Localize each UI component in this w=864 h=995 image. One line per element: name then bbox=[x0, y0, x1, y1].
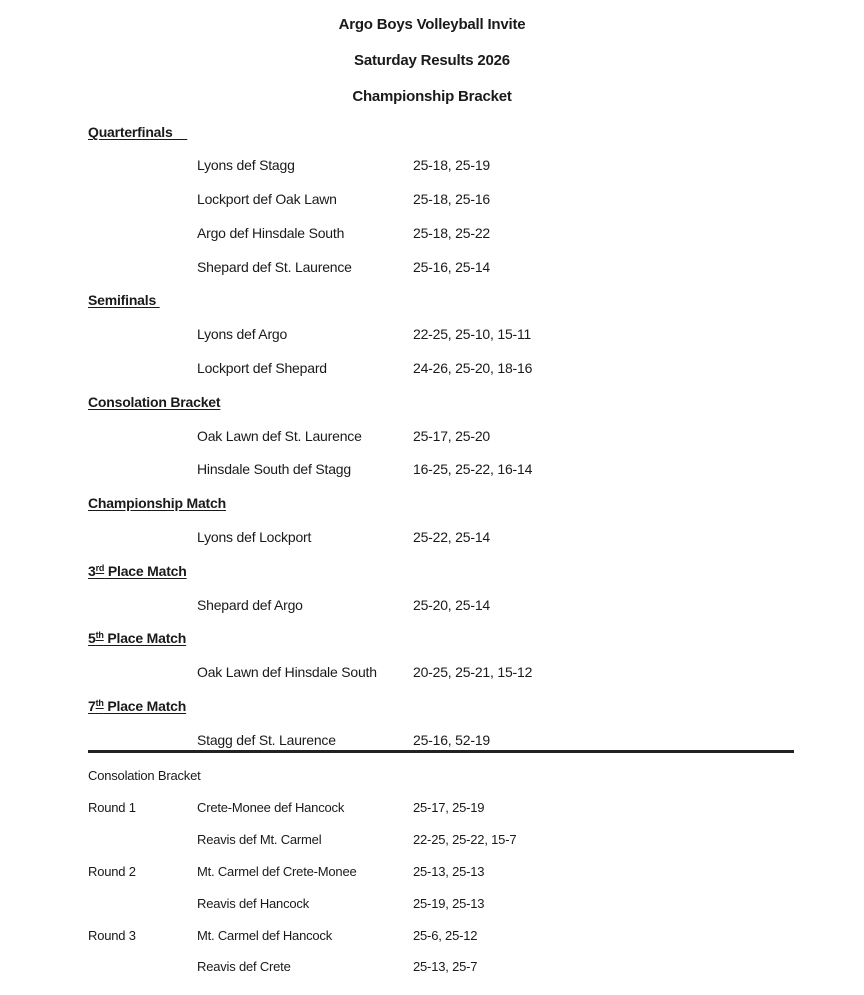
place-label: Place Match bbox=[103, 698, 187, 714]
match-result: Stagg def St. Laurence bbox=[197, 732, 336, 748]
section-divider bbox=[88, 750, 794, 753]
match-score: 25-18, 25-22 bbox=[413, 225, 490, 241]
match-score: 24-26, 25-20, 18-16 bbox=[413, 360, 533, 376]
match-score: 25-18, 25-16 bbox=[413, 191, 490, 207]
match-row bbox=[0, 529, 864, 549]
match-score: 25-13, 25-13 bbox=[413, 864, 485, 879]
match-score: 25-20, 25-14 bbox=[413, 597, 490, 613]
consolation-row bbox=[0, 959, 864, 977]
match-row bbox=[0, 360, 864, 380]
match-result: Oak Lawn def Hinsdale South bbox=[197, 664, 377, 680]
match-result: Reavis def Hancock bbox=[197, 896, 310, 911]
place-label: Place Match bbox=[104, 563, 187, 579]
section-heading-semifinals: Semifinals bbox=[88, 292, 160, 308]
match-result: Mt. Carmel def Crete-Monee bbox=[197, 864, 357, 879]
section-heading-fifth-place bbox=[88, 630, 186, 646]
place-ordinal: th bbox=[95, 630, 104, 640]
match-score: 25-17, 25-20 bbox=[413, 428, 490, 444]
place-ordinal: th bbox=[95, 698, 104, 708]
document-title: Argo Boys Volleyball Invite bbox=[338, 16, 526, 33]
match-row bbox=[0, 461, 864, 481]
match-result: Crete-Monee def Hancock bbox=[197, 800, 345, 815]
lower-consolation-heading: Consolation Bracket bbox=[88, 768, 201, 783]
match-score: 25-16, 52-19 bbox=[413, 732, 490, 748]
match-result: Lyons def Lockport bbox=[197, 529, 312, 545]
place-label: Place Match bbox=[103, 630, 187, 646]
round-label: Round 3 bbox=[88, 928, 136, 943]
place-ordinal: rd bbox=[95, 563, 105, 573]
match-row bbox=[0, 157, 864, 177]
match-result: Shepard def Argo bbox=[197, 597, 303, 613]
place-number: 7 bbox=[88, 698, 96, 714]
round-label: Round 1 bbox=[88, 800, 136, 815]
match-score: 25-13, 25-7 bbox=[413, 959, 478, 974]
match-result: Reavis def Crete bbox=[197, 959, 291, 974]
document-subtitle: Saturday Results 2026 bbox=[354, 52, 510, 69]
match-result: Lockport def Oak Lawn bbox=[197, 191, 337, 207]
place-number: 5 bbox=[88, 630, 96, 646]
match-result: Lockport def Shepard bbox=[197, 360, 327, 376]
match-result: Oak Lawn def St. Laurence bbox=[197, 428, 362, 444]
consolation-row bbox=[0, 800, 864, 818]
match-score: 22-25, 25-22, 15-7 bbox=[413, 832, 517, 847]
match-row bbox=[0, 732, 864, 752]
match-score: 25-16, 25-14 bbox=[413, 259, 490, 275]
section-heading-seventh-place bbox=[88, 698, 186, 714]
match-row bbox=[0, 597, 864, 617]
match-result: Argo def Hinsdale South bbox=[197, 225, 345, 241]
section-heading-third-place bbox=[88, 563, 187, 579]
place-number: 3 bbox=[88, 563, 96, 579]
match-result: Mt. Carmel def Hancock bbox=[197, 928, 333, 943]
bracket-title: Championship Bracket bbox=[352, 88, 512, 105]
match-result: Shepard def St. Laurence bbox=[197, 259, 352, 275]
match-score: 25-18, 25-19 bbox=[413, 157, 490, 173]
section-heading-quarterfinals: Quarterfinals bbox=[88, 124, 188, 140]
consolation-row bbox=[0, 832, 864, 850]
match-score: 20-25, 25-21, 15-12 bbox=[413, 664, 533, 680]
match-row bbox=[0, 428, 864, 448]
match-row bbox=[0, 259, 864, 279]
match-row bbox=[0, 191, 864, 211]
match-score: 25-6, 25-12 bbox=[413, 928, 478, 943]
match-score: 25-22, 25-14 bbox=[413, 529, 490, 545]
consolation-row bbox=[0, 928, 864, 946]
match-result: Reavis def Mt. Carmel bbox=[197, 832, 322, 847]
match-row bbox=[0, 225, 864, 245]
match-row bbox=[0, 326, 864, 346]
round-label: Round 2 bbox=[88, 864, 136, 879]
match-result: Lyons def Stagg bbox=[197, 157, 295, 173]
section-heading-consolation: Consolation Bracket bbox=[88, 394, 221, 410]
consolation-row bbox=[0, 864, 864, 882]
match-score: 25-19, 25-13 bbox=[413, 896, 485, 911]
match-result: Hinsdale South def Stagg bbox=[197, 461, 351, 477]
match-score: 16-25, 25-22, 16-14 bbox=[413, 461, 533, 477]
consolation-row bbox=[0, 896, 864, 914]
match-score: 22-25, 25-10, 15-11 bbox=[413, 326, 532, 342]
section-heading-championship: Championship Match bbox=[88, 495, 226, 511]
match-score: 25-17, 25-19 bbox=[413, 800, 485, 815]
match-row bbox=[0, 664, 864, 684]
match-result: Lyons def Argo bbox=[197, 326, 288, 342]
